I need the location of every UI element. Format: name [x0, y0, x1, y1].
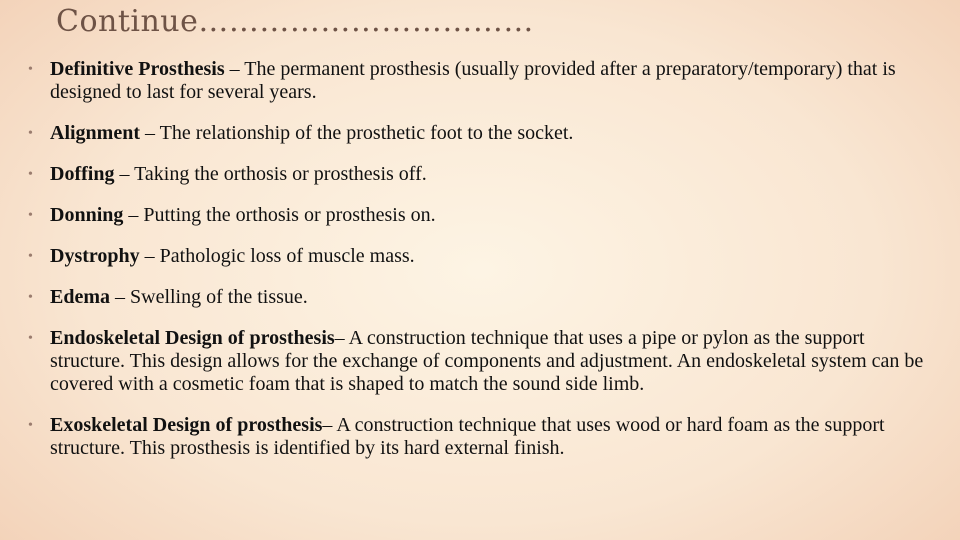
- bullet-icon: •: [28, 290, 33, 305]
- list-item: [28, 122, 933, 145]
- term: Alignment: [50, 122, 140, 144]
- definition: – Swelling of the tissue.: [110, 286, 308, 308]
- list-item: [28, 327, 933, 396]
- bullet-icon: •: [28, 208, 33, 223]
- list-item: [28, 163, 933, 186]
- bullet-icon: •: [28, 62, 33, 77]
- definition-list: [28, 58, 933, 478]
- definition: – The permanent prosthesis (usually provided after a preparatory/temporary) that is designed to last for several years.: [50, 58, 896, 103]
- term: Endoskeletal Design of prosthesis: [50, 327, 335, 349]
- term: Exoskeletal Design of prosthesis: [50, 414, 323, 436]
- bullet-icon: •: [28, 249, 33, 264]
- list-item: [28, 204, 933, 227]
- list-item: [28, 286, 933, 309]
- definition: – Pathologic loss of muscle mass.: [139, 245, 415, 267]
- bullet-icon: •: [28, 418, 33, 433]
- definition: – The relationship of the prosthetic foot to the socket.: [140, 122, 574, 144]
- term: Donning: [50, 204, 124, 226]
- bullet-icon: •: [28, 167, 33, 182]
- definition: – Putting the orthosis or prosthesis on.: [123, 204, 436, 226]
- bullet-icon: •: [28, 331, 33, 346]
- term: Edema: [50, 286, 110, 308]
- term: Doffing: [50, 163, 115, 185]
- definition: – A construction technique that uses wood or hard foam as the support structure. This prosthesis is identified by its hard external finish.: [50, 414, 885, 459]
- term: Definitive Prosthesis: [50, 58, 225, 80]
- definition: – A construction technique that uses a pipe or pylon as the support structure. This design allows for the exchange of components and adjustment. An endoskeletal system can be covered with a cosmetic foam that is shaped to match the sound side limb.: [50, 327, 924, 395]
- slide-title: Continue……………………………: [56, 4, 534, 39]
- definition: – Taking the orthosis or prosthesis off.: [114, 163, 427, 185]
- bullet-icon: •: [28, 126, 33, 141]
- term: Dystrophy: [50, 245, 140, 267]
- list-item: [28, 58, 933, 104]
- list-item: [28, 245, 933, 268]
- list-item: [28, 414, 933, 460]
